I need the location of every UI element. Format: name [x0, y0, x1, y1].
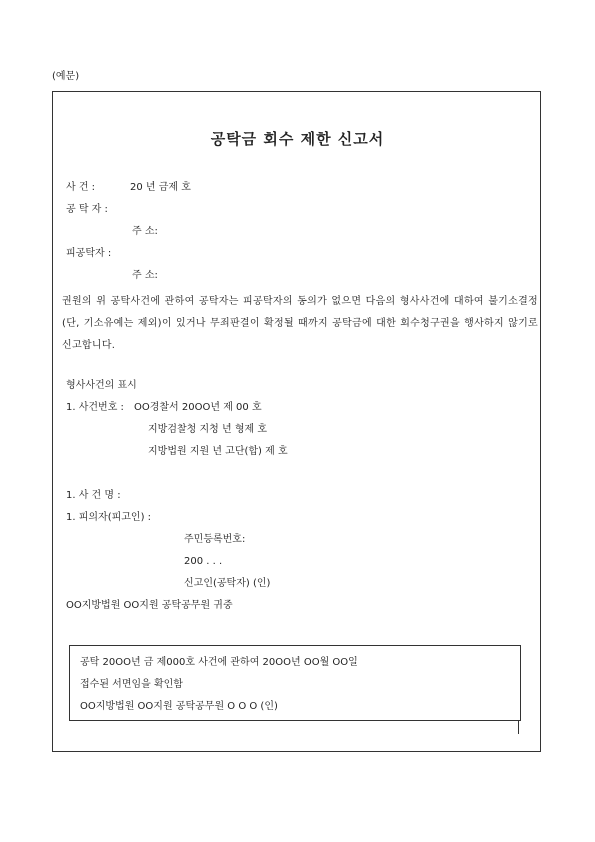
confirmation-line-1: 공탁 20OO년 금 제000호 사건에 관하여 20OO년 OO월 OO일: [80, 657, 358, 668]
criminal-case-heading: 형사사건의 표시: [66, 380, 137, 391]
statement-paragraph: 권원의 위 공탁사건에 관하여 공탁자는 피공탁자의 동의가 없으면 다음의 형사사건에 대하여 불기소결정(단, 기소유예는 제외)이 있거나 무죄판결이 확정될 때까지 공탁금에 대한 회수청구권을 행사하지 않기로 신고합니다.: [62, 296, 538, 351]
depositor-address-label: 주 소:: [132, 226, 158, 237]
sample-label: (예문): [52, 71, 80, 82]
resident-number-label: 주민등록번호:: [184, 534, 246, 545]
prosecution-line: 지방검찰청 지청 년 형제 호: [148, 424, 267, 435]
case-label: 사 건 :: [66, 182, 96, 193]
case-value: 20 년 금제 호: [130, 182, 191, 193]
court-line: 지방법원 지원 년 고단(합) 제 호: [148, 446, 288, 457]
box-corner-mark: [518, 720, 519, 734]
case-number-label: 1. 사건번호 :: [66, 402, 124, 413]
form-title: 공탁금 회수 제한 신고서: [210, 130, 385, 148]
depositee-address-label: 주 소:: [132, 270, 158, 281]
depositor-label: 공 탁 자 :: [66, 204, 108, 215]
date-line: 200 . . .: [184, 556, 223, 567]
confirmation-line-2: 접수된 서면임을 확인함: [80, 679, 183, 690]
confirmation-line-3: OO지방법원 OO지원 공탁공무원 O O O (인): [80, 701, 278, 712]
case-number-value: OO경찰서 20OO년 제 00 호: [134, 402, 262, 413]
depositee-label: 피공탁자 :: [66, 248, 112, 259]
case-name-label: 1. 사 건 명 :: [66, 490, 121, 501]
suspect-label: 1. 피의자(피고인) :: [66, 512, 152, 523]
reporter-line: 신고인(공탁자) (인): [184, 578, 271, 589]
recipient-line: OO지방법원 OO지원 공탁공무원 귀중: [66, 600, 233, 611]
